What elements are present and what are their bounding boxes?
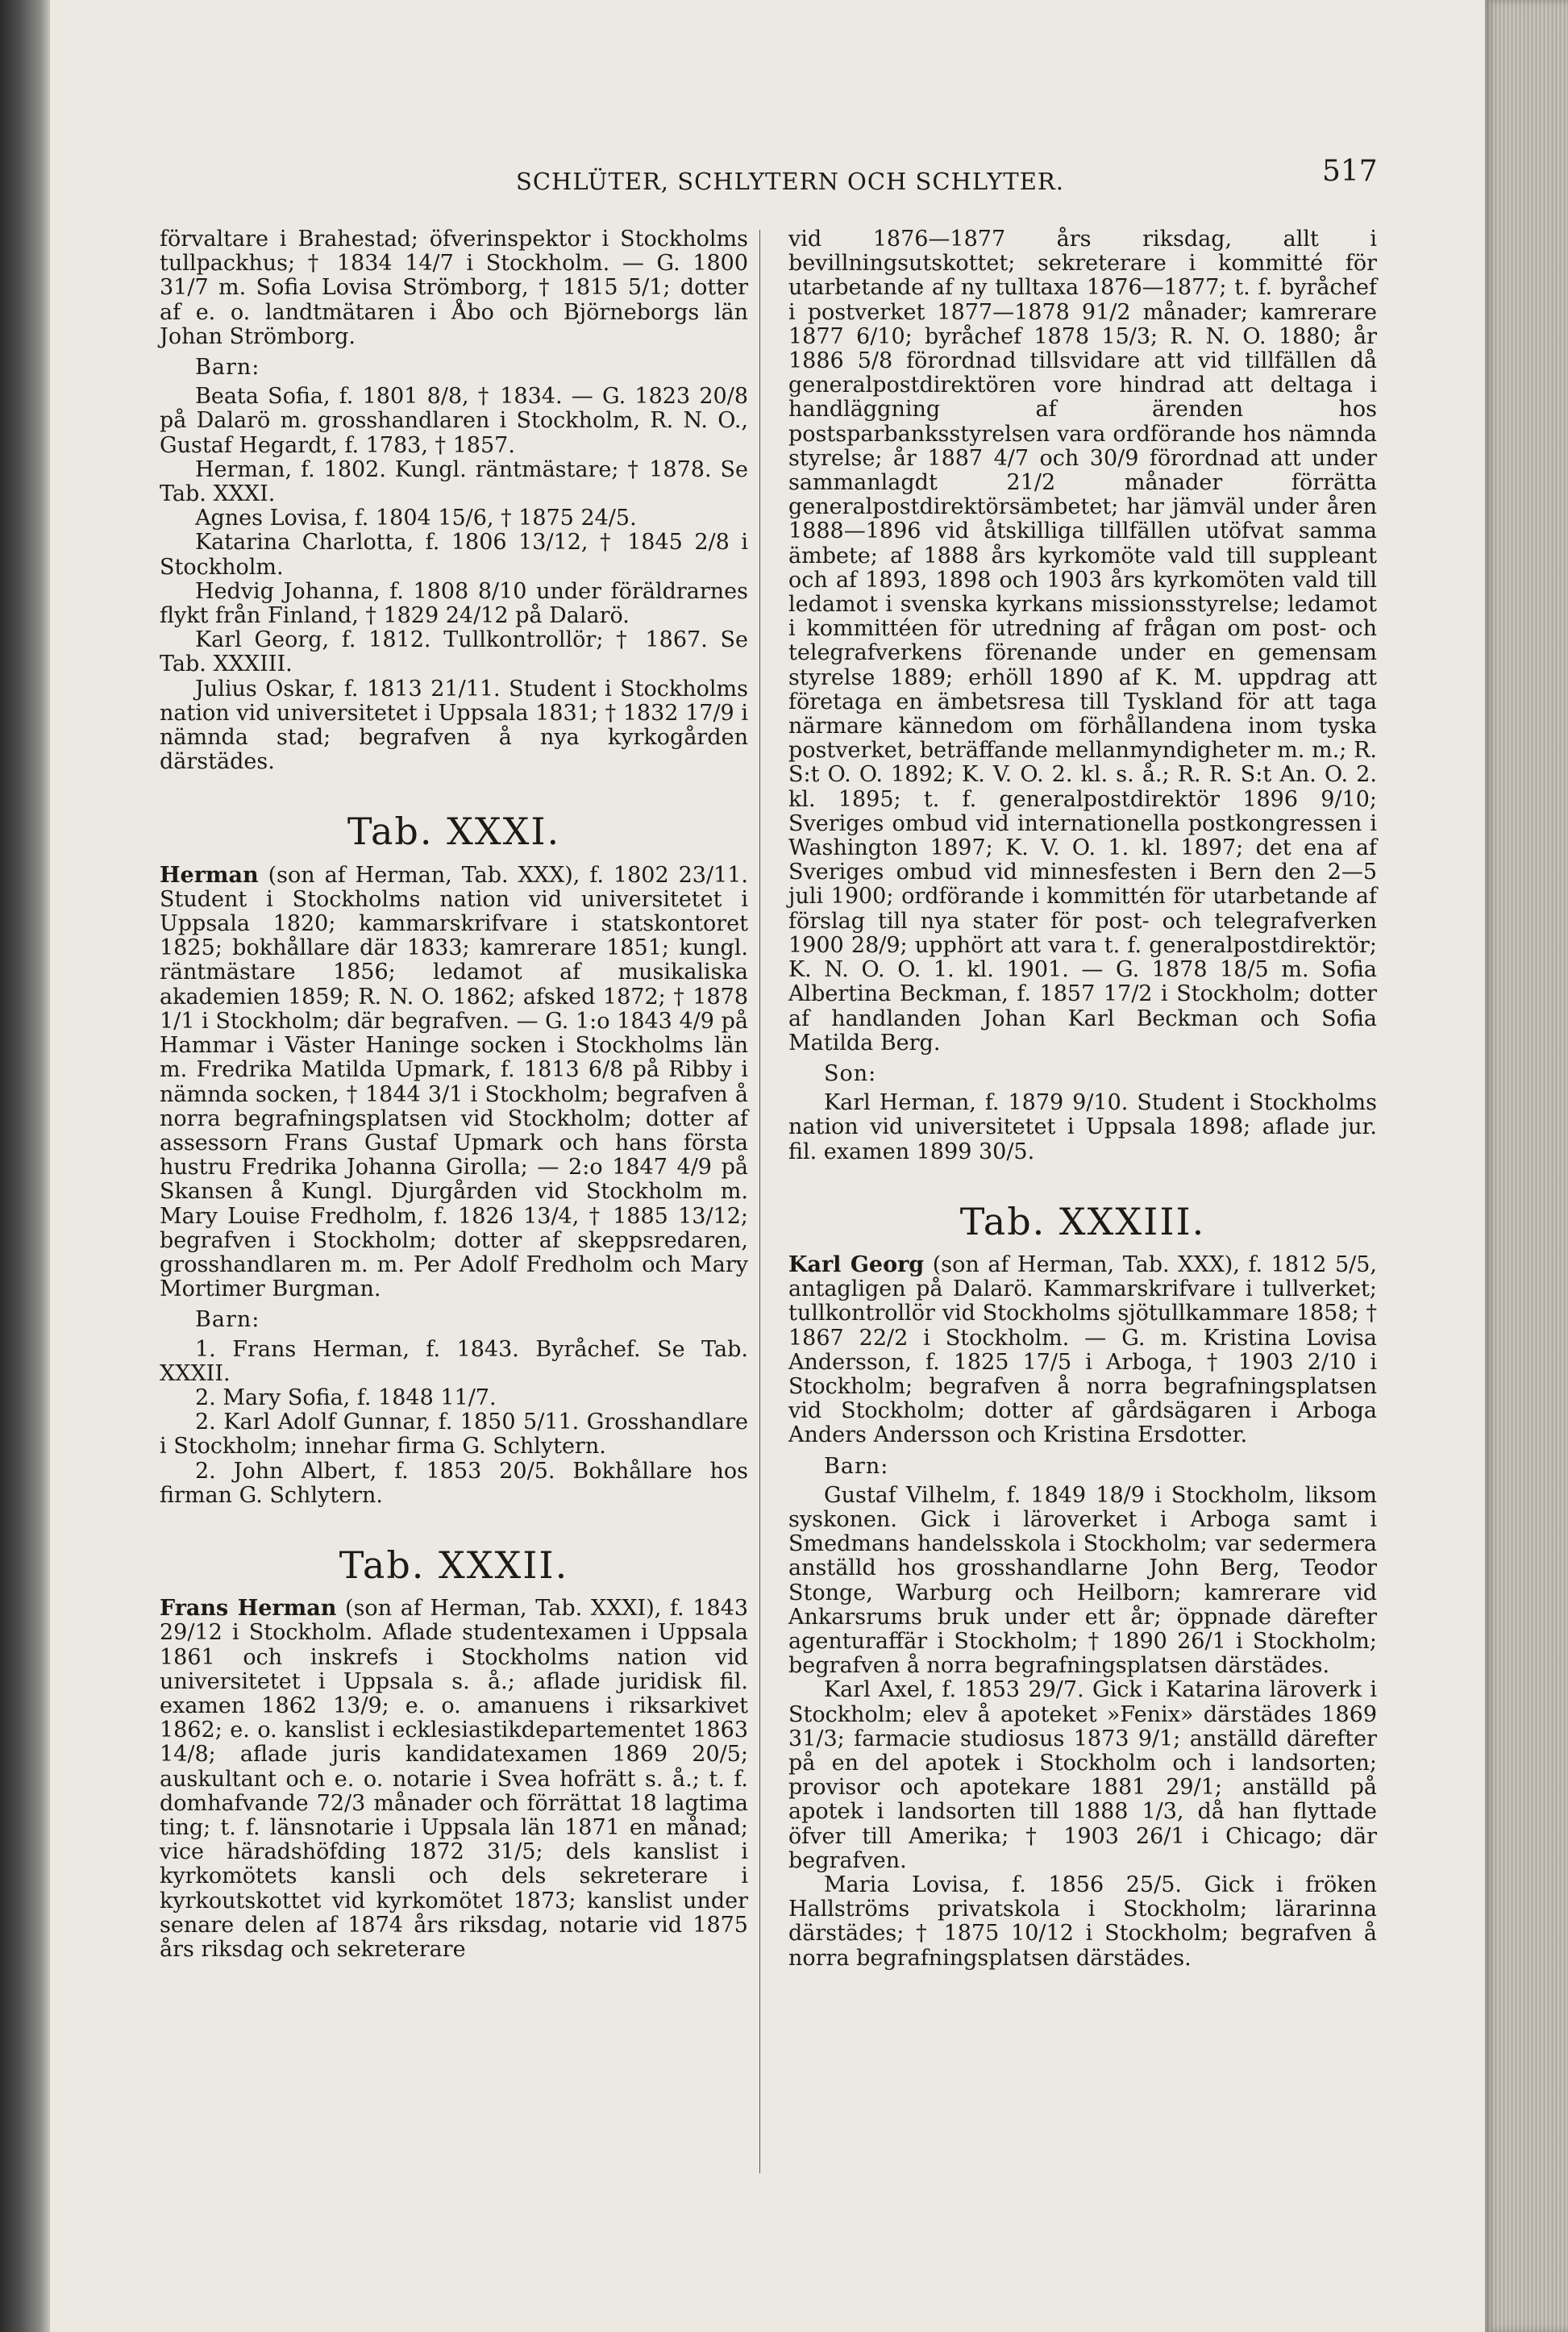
child-entry: 2. John Albert, f. 1853 20/5. Bokhållare hos firman G. Schlytern. — [160, 1458, 748, 1508]
entry-name: Herman — [160, 862, 259, 888]
child-entry: Maria Lovisa, f. 1856 25/5. Gick i fröken Hallströms privatskola i Stockholm; lärarinna därstädes; † 1875 10/12 i Stockholm; begrafven å norra begrafningsplatsen därstädes. — [788, 1872, 1377, 1971]
child-entry: Julius Oskar, f. 1813 21/11. Student i Stockholms nation vid universitetet i Uppsala 1831; † 1832 17/9 i nämnda stad; begrafven å nya kyrkogården därstädes. — [160, 676, 748, 775]
section-heading: Tab. XXXIII. — [959, 1199, 1206, 1243]
book-spine — [0, 0, 50, 2332]
section-heading: Tab. XXXII. — [339, 1543, 569, 1587]
barn-label: Barn: — [195, 1307, 260, 1333]
left-column — [160, 227, 748, 1962]
child-entry: 2. Mary Sofia, f. 1848 11/7. — [195, 1385, 497, 1410]
entry-paragraph — [788, 1253, 1377, 1448]
section-heading: Tab. XXXI. — [347, 810, 561, 854]
page-number: 517 — [1322, 155, 1378, 188]
child-entry: Katarina Charlotta, f. 1806 13/12, † 1845 2/8 i Stockholm. — [160, 530, 748, 580]
right-column — [788, 227, 1377, 1971]
child-entry: Agnes Lovisa, f. 1804 15/6, † 1875 24/5. — [195, 506, 637, 531]
entry-name: Frans Herman — [160, 1596, 337, 1622]
entry-text: (son af Herman, Tab. XXX), f. 1812 5/5, antagligen på Dalarö. Kammarskrifvare i tullverket; tullkontrollör vid Stockholms sjötullkammare 1858; † 1867 22/2 i Stockholm. — G. m. Kristina Lovisa Andersson, f. 1825 17/5 i Arboga, † 1903 2/10 i Stockholm; begrafven å norra begrafningsplatsen vid Stockholm; dotter af gårdsägaren i Arboga Anders Andersson och Kristina Ersdotter. — [788, 1251, 1377, 1448]
entry-text: (son af Herman, Tab. XXXI), f. 1843 29/12 i Stockholm. Aflade studentexamen i Uppsala 1861 och inskrefs i Stockholms nation vid universitetet i Uppsala s. å.; aflade juridisk fil. examen 1862 13/9; e. o. amanuens i riksarkivet 1862; e. o. kanslist i ecklesiastikdepartementet 1863 14/8; aflade juris kandidatexamen 1869 20/5; auskultant och e. o. notarie i Svea hofrätt s. å.; t. f. domhafvande 72/3 månader och förrättat 18 lagtima ting; t. f. länsnotarie i Uppsala län 1871 en månad; vice häradshöfding 1872 31/5; dels kanslist i kyrkomötets kansli och dels sekreterare i kyrkoutskottet vid kyrkomötet 1873; kanslist under senare delen af 1874 års riksdag, notarie vid 1875 års riksdag och sekreterare — [160, 1596, 748, 1962]
barn-label: Barn: — [195, 355, 260, 381]
son-label: Son: — [824, 1060, 877, 1086]
entry-paragraph — [160, 864, 748, 1302]
column-divider — [759, 230, 760, 2173]
entry-paragraph — [160, 1597, 748, 1962]
barn-label: Barn: — [824, 1453, 889, 1479]
page-edges — [1485, 0, 1568, 2332]
intro-paragraph: förvaltare i Brahestad; öfverinspektor i Stockholms tullpackhus; † 1834 14/7 i Stockholm. — G. 1800 31/7 m. Sofia Lovisa Strömborg, † 1815 5/1; dotter af e. o. landtmätaren i Åbo och Björneborgs län Johan Strömborg. — [160, 227, 748, 349]
child-entry: 2. Karl Adolf Gunnar, f. 1850 5/11. Grosshandlare i Stockholm; innehar firma G. Schlytern. — [160, 1410, 748, 1460]
child-entry: Karl Georg, f. 1812. Tullkontrollör; † 1867. Se Tab. XXXIII. — [160, 627, 748, 677]
child-entry: Herman, f. 1802. Kungl. räntmästare; † 1878. Se Tab. XXXI. — [160, 456, 748, 507]
child-entry: Karl Axel, f. 1853 29/7. Gick i Katarina läroverk i Stockholm; elev å apoteket »Fenix» därstädes 1869 31/3; farmacie studiosus 1873 9/1; anställd därefter på en del apotek i Stockholm och i landsorten; provisor och apotekare 1881 29/1; anställd på apotek i landsorten till 1888 1/3, då han flyttade öfver till Amerika; † 1903 26/1 i Chicago; där begrafven. — [788, 1677, 1377, 1873]
entry-name: Karl Georg — [788, 1251, 925, 1277]
entry-text: (son af Herman, Tab. XXX), f. 1802 23/11. Student i Stockholms nation vid universitetet i Uppsala 1820; kammarskrifvare i statskontoret 1825; bokhållare där 1833; kamrerare 1851; kungl. räntmästare 1856; ledamot af musikaliska akademien 1859; R. N. O. 1862; afsked 1872; † 1878 1/1 i Stockholm; där begrafven. — G. 1:o 1843 4/9 på Hammar i Väster Haninge socken i Stockholms län m. Fredrika Matilda Upmark, f. 1813 6/8 på Ribby i nämnda socken, † 1844 3/1 i Stockholm; begrafven å norra begrafningsplatsen vid Stockholm; dotter af assessorn Frans Gustaf Upmark och hans första hustru Fredrika Johanna Girolla; — 2:o 1847 4/9 på Skansen å Kungl. Djurgården vid Stockholm m. Mary Louise Fredholm, f. 1826 13/4, † 1885 13/12; begrafven i Stockholm; dotter af skeppsredaren, grosshandlaren m. m. Per Adolf Fredholm och Mary Mortimer Burgman. — [160, 862, 748, 1302]
running-header: SCHLÜTER, SCHLYTERN OCH SCHLYTER. — [515, 168, 1064, 195]
child-entry: Hedvig Johanna, f. 1808 8/10 under föräldrarnes flykt från Finland, † 1829 24/12 på Dalarö. — [160, 578, 748, 629]
child-entry: Karl Herman, f. 1879 9/10. Student i Stockholms nation vid universitetet i Uppsala 1898; aflade jur. fil. examen 1899 30/5. — [788, 1090, 1377, 1164]
continued-paragraph: vid 1876—1877 års riksdag, allt i bevillningsutskottet; sekreterare i kommitté för utarbetande af ny tulltaxa 1876—1877; t. f. byråchef i postverket 1877—1878 91/2 månader; kamrerare 1877 6/10; byråchef 1878 15/3; R. N. O. 1880; år 1886 5/8 förordnad tillsvidare att vid tillfällen då generalpostdirektören vore hindrad att deltaga i handläggning af ärenden hos postsparbanksstyrelsen vara ordförande hos nämnda styrelse; år 1887 4/7 och 30/9 förordnad att under sammanlagdt 21/2 månader förrätta generalpostdirektörsämbetet; har jämväl under åren 1888—1896 vid åtskilliga tillfällen utöfvat samma ämbete; af 1888 års kyrkomöte vald till suppleant och af 1893, 1898 och 1903 års kyrkomöten vald till ledamot i svenska kyrkans missionsstyrelse; ledamot i kommittéen för utredning af frågan om post- och telegrafverkens förenande under en gemensam styrelse 1889; erhöll 1890 af K. M. uppdrag att företaga en ämbetsresa till Tyskland för att taga närmare kännedom om förhållandena inom tyska postverket, beträffande mellanmyndigheter m. m.; R. S:t O. O. 1892; K. V. O. 2. kl. s. å.; R. R. S:t An. O. 2. kl. 1895; t. f. generalpostdirektör 1896 9/10; Sveriges ombud vid internationella postkongressen i Washington 1897; K. V. O. 1. kl. 1897; det ena af Sveriges ombud vid minnesfesten i Bern den 2—5 juli 1900; ordförande i kommittén för utarbetande af förslag till nya stater för post- och telegrafverken 1900 28/9; upphört att vara t. f. generalpostdirektör; K. N. O. O. 1. kl. 1901. — G. 1878 18/5 m. Sofia Albertina Beckman, f. 1857 17/2 i Stockholm; dotter af handlanden Johan Karl Beckman och Sofia Matilda Berg. — [788, 227, 1377, 1056]
child-entry: 1. Frans Herman, f. 1843. Byråchef. Se Tab. XXXII. — [160, 1336, 748, 1386]
child-entry: Gustaf Vilhelm, f. 1849 18/9 i Stockholm, liksom syskonen. Gick i läroverket i Arboga samt i Smedmans handelsskola i Stockholm; var sedermera anställd hos grosshandlarne John Berg, Teodor Stonge, Warburg och Heilborn; kamrerare vid Ankarsrums bruk under ett år; öppnade därefter agenturaffär i Stockholm; † 1890 26/1 i Stockholm; begrafven å norra begrafningsplatsen därstädes. — [788, 1482, 1377, 1679]
child-entry: Beata Sofia, f. 1801 8/8, † 1834. — G. 1823 20/8 på Dalarö m. grosshandlaren i Stockholm, R. N. O., Gustaf Hegardt, f. 1783, † 1857. — [160, 384, 748, 458]
